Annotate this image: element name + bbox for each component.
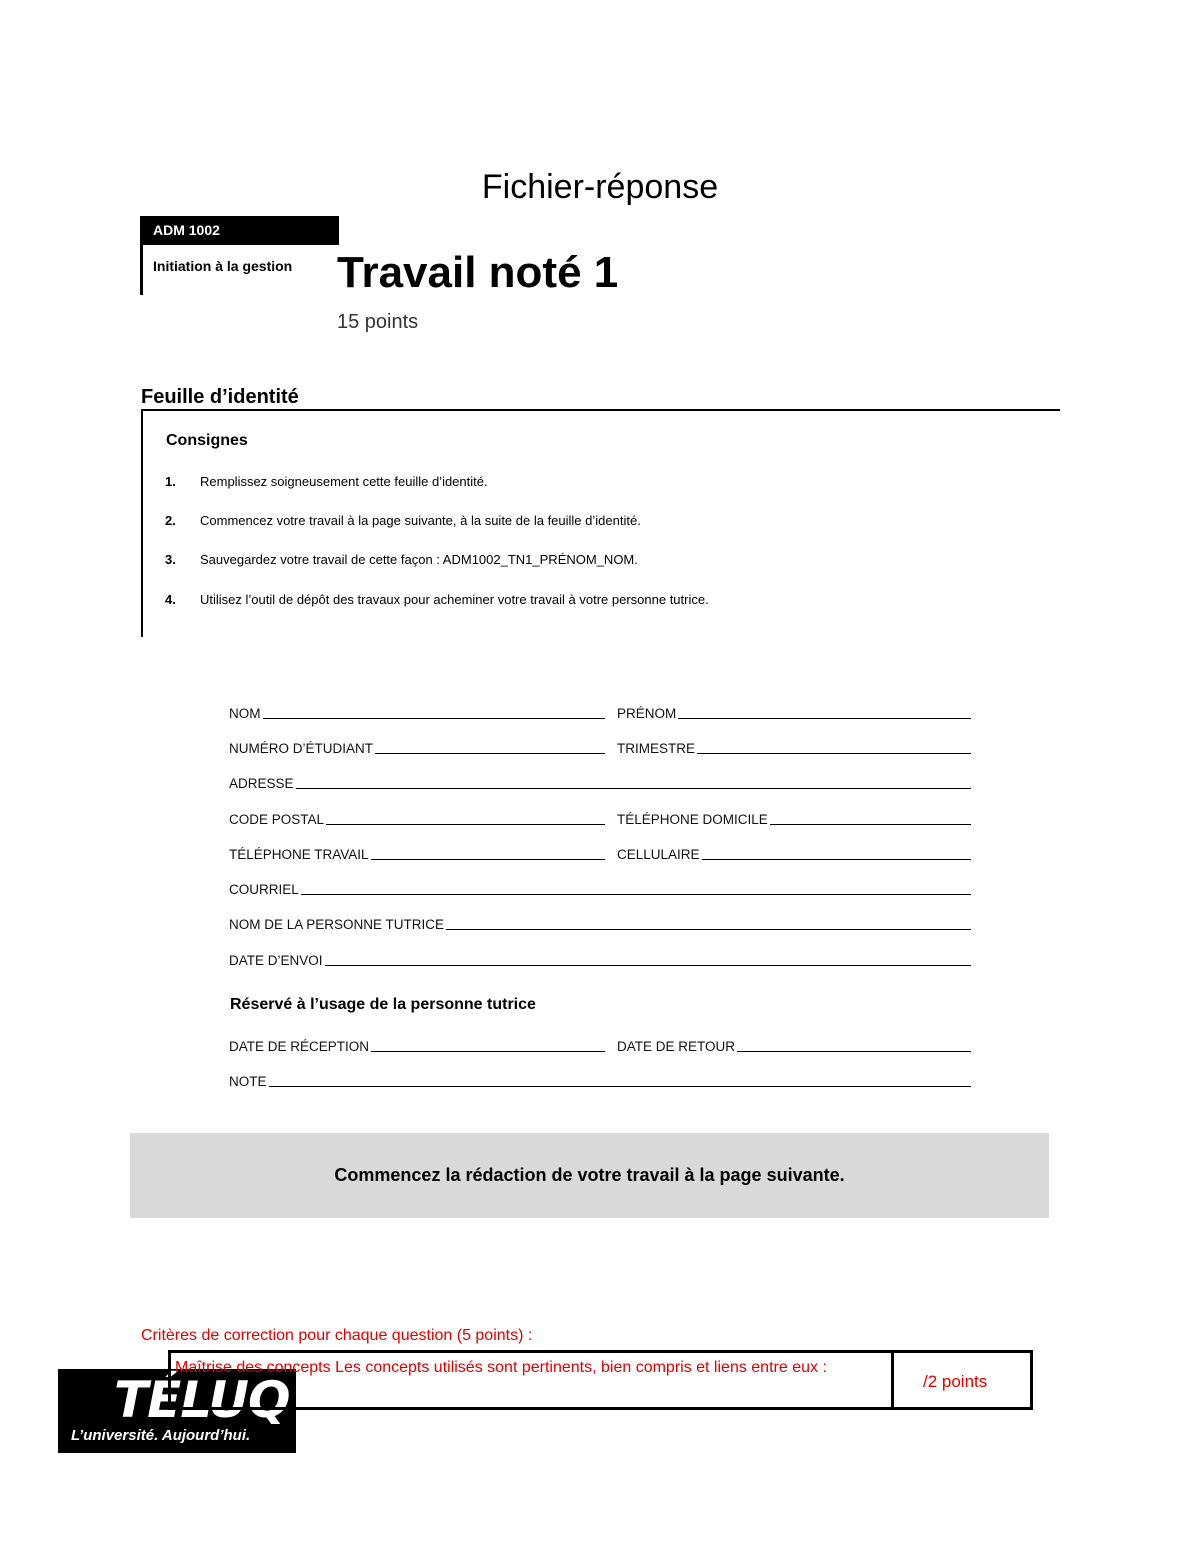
student-number-field[interactable]: [229, 734, 605, 756]
section-divider: [141, 409, 1060, 411]
field-line: [296, 773, 971, 789]
home-phone-field[interactable]: [617, 805, 971, 827]
field-label: NOM: [229, 706, 261, 721]
return-date-field[interactable]: [617, 1032, 971, 1054]
field-line: [269, 1071, 971, 1087]
postal-code-field[interactable]: [229, 805, 605, 827]
email-field[interactable]: [229, 875, 971, 897]
logo-word: TÉLUQ: [114, 1371, 290, 1429]
field-line: [371, 844, 605, 860]
field-line: [678, 703, 971, 719]
course-code: ADM 1002: [143, 216, 339, 245]
grade-field[interactable]: [229, 1067, 971, 1089]
field-line: [446, 914, 971, 930]
step-number: 4.: [165, 592, 176, 607]
field-label: DATE DE RÉCEPTION: [229, 1039, 370, 1054]
field-label: DATE DE RETOUR: [617, 1039, 736, 1054]
step-text: Remplissez soigneusement cette feuille d’identité.: [200, 474, 488, 489]
term-field[interactable]: [617, 734, 971, 756]
instructions-title: Consignes: [166, 432, 248, 449]
course-box: [140, 216, 339, 295]
nom-field[interactable]: [229, 699, 605, 721]
step-text: Commencez votre travail à la page suivante, à la suite de la feuille d’identité.: [200, 513, 641, 528]
field-label: NUMÉRO D’ÉTUDIANT: [229, 741, 373, 756]
step-number: 1.: [165, 474, 176, 489]
field-label: PRÉNOM: [617, 706, 677, 721]
field-line: [325, 950, 971, 966]
field-line: [301, 879, 971, 895]
field-label: TÉLÉPHONE TRAVAIL: [229, 847, 369, 862]
address-field[interactable]: [229, 769, 971, 791]
field-label: COURRIEL: [229, 882, 299, 897]
step-number: 3.: [165, 552, 176, 567]
field-line: [375, 738, 605, 754]
field-label: DATE D’ENVOI: [229, 953, 323, 968]
field-label: NOTE: [229, 1074, 267, 1089]
tutor-name-field[interactable]: [229, 910, 971, 932]
assignment-points: 15 points: [337, 311, 419, 333]
send-date-field[interactable]: [229, 946, 971, 968]
course-name: Initiation à la gestion: [153, 258, 293, 274]
field-line: [326, 809, 605, 825]
field-label: CODE POSTAL: [229, 812, 325, 827]
step-number: 2.: [165, 513, 176, 528]
field-line: [702, 844, 971, 860]
page-title: Fichier-réponse: [481, 168, 719, 206]
reserved-section-title: Réservé à l’usage de la personne tutrice: [230, 996, 536, 1013]
field-label: ADRESSE: [229, 776, 294, 791]
criteria-text: Maîtrise des concepts Les concepts utilisés sont pertinents, bien compris et liens entre eux :: [175, 1359, 827, 1376]
instructions-border: [141, 411, 143, 637]
field-line: [737, 1036, 971, 1052]
field-label: TRIMESTRE: [617, 741, 696, 756]
prenom-field[interactable]: [617, 699, 971, 721]
field-label: TÉLÉPHONE DOMICILE: [617, 812, 768, 827]
field-line: [697, 738, 971, 754]
section-title: Feuille d’identité: [141, 386, 299, 408]
criteria-points: /2 points: [923, 1372, 988, 1391]
cellphone-field[interactable]: [617, 840, 971, 862]
work-phone-field[interactable]: [229, 840, 605, 862]
step-text: Utilisez l’outil de dépôt des travaux pour acheminer votre travail à votre personne tutrice.: [200, 592, 709, 607]
assignment-title: Travail noté 1: [337, 248, 619, 297]
start-banner: [130, 1133, 1049, 1218]
field-line: [770, 809, 971, 825]
step-text: Sauvegardez votre travail de cette façon : ADM1002_TN1_PRÉNOM_NOM.: [200, 552, 638, 567]
field-label: NOM DE LA PERSONNE TUTRICE: [229, 917, 445, 932]
criteria-title: Critères de correction pour chaque question (5 points) :: [141, 1327, 533, 1344]
logo-tagline: L’université. Aujourd’hui.: [71, 1427, 251, 1444]
field-line: [371, 1036, 605, 1052]
banner-text: Commencez la rédaction de votre travail à la page suivante.: [334, 1165, 845, 1185]
criteria-table: [168, 1350, 1033, 1410]
field-line: [263, 703, 606, 719]
reception-date-field[interactable]: [229, 1032, 605, 1054]
field-label: CELLULAIRE: [617, 847, 700, 862]
